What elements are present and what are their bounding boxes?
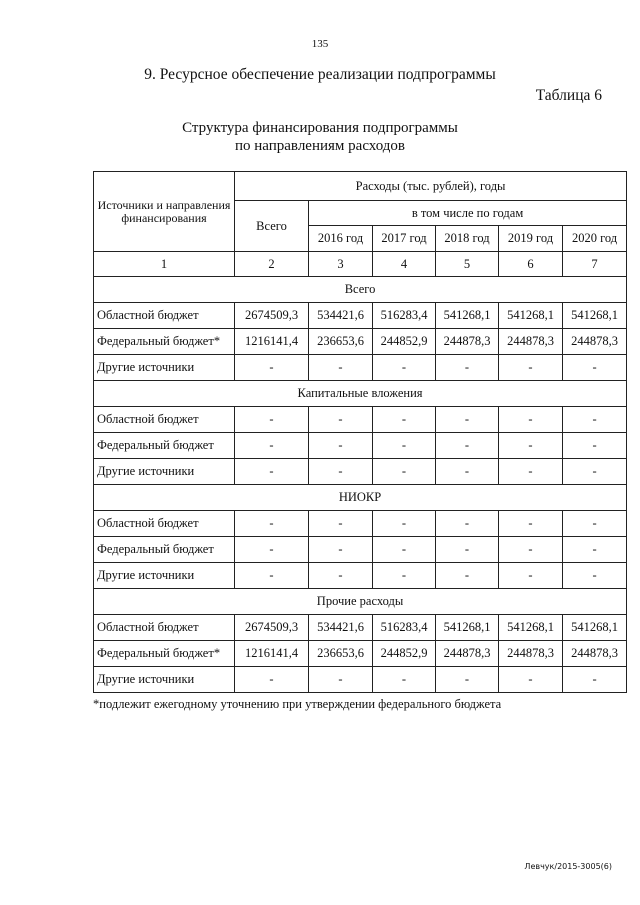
table-row [94, 303, 627, 329]
row-label: Федеральный бюджет* [94, 641, 235, 667]
header-year: 2018 год [436, 226, 499, 252]
cell-value: - [563, 511, 627, 537]
table-body [94, 277, 627, 693]
cell-value: - [499, 459, 563, 485]
header-year: 2016 год [309, 226, 373, 252]
row-label: Областной бюджет [94, 615, 235, 641]
section-title-row: НИОКР [94, 485, 627, 511]
cell-value: - [373, 511, 436, 537]
cell-value: - [499, 537, 563, 563]
table-row [94, 667, 627, 693]
cell-value: - [309, 355, 373, 381]
cell-value: - [235, 667, 309, 693]
cell-value: - [499, 563, 563, 589]
cell-value: - [563, 355, 627, 381]
cell-value: 244878,3 [563, 329, 627, 355]
cell-value: 1216141,4 [235, 329, 309, 355]
cell-value: - [563, 537, 627, 563]
cell-value: 541268,1 [499, 303, 563, 329]
section-title-row: Капитальные вложения [94, 381, 627, 407]
section-title-row: Всего [94, 277, 627, 303]
document-code: Левчук/2015-3005(6) [524, 862, 612, 871]
cell-value: 534421,6 [309, 303, 373, 329]
row-label: Другие источники [94, 563, 235, 589]
cell-value: - [563, 563, 627, 589]
cell-value: - [373, 407, 436, 433]
cell-value: - [309, 511, 373, 537]
cell-value: - [235, 407, 309, 433]
cell-value: 541268,1 [436, 615, 499, 641]
header-by-years: в том числе по годам [309, 201, 627, 226]
cell-value: 541268,1 [436, 303, 499, 329]
cell-value: - [436, 511, 499, 537]
header-expenses: Расходы (тыс. рублей), годы [235, 172, 627, 201]
row-label: Другие источники [94, 667, 235, 693]
table-row [94, 355, 627, 381]
cell-value: - [436, 459, 499, 485]
cell-value: - [436, 407, 499, 433]
cell-value: 2674509,3 [235, 615, 309, 641]
table-label: Таблица 6 [535, 87, 602, 104]
cell-value: - [436, 667, 499, 693]
table-caption [0, 119, 640, 155]
cell-value: 244878,3 [436, 641, 499, 667]
cell-value: 244878,3 [499, 641, 563, 667]
table-row [94, 329, 627, 355]
row-label: Федеральный бюджет* [94, 329, 235, 355]
row-label: Другие источники [94, 355, 235, 381]
header-year: 2017 год [373, 226, 436, 252]
section-title-row: Прочие расходы [94, 589, 627, 615]
column-number: 6 [499, 252, 563, 277]
row-label: Областной бюджет [94, 407, 235, 433]
table-row [94, 459, 627, 485]
cell-value: - [499, 667, 563, 693]
cell-value: - [235, 459, 309, 485]
cell-value: - [235, 355, 309, 381]
cell-value: 244852,9 [373, 329, 436, 355]
financing-table [93, 171, 627, 693]
cell-value: - [373, 459, 436, 485]
table-row [94, 511, 627, 537]
caption-line-1: Структура финансирования подпрограммы [182, 120, 458, 136]
cell-value: - [309, 537, 373, 563]
column-number: 5 [436, 252, 499, 277]
cell-value: - [235, 537, 309, 563]
cell-value: 541268,1 [499, 615, 563, 641]
cell-value: - [563, 459, 627, 485]
table-row [94, 537, 627, 563]
cell-value: 534421,6 [309, 615, 373, 641]
row-label: Федеральный бюджет [94, 537, 235, 563]
cell-value: 244878,3 [436, 329, 499, 355]
table-row [94, 641, 627, 667]
cell-value: - [373, 563, 436, 589]
cell-value: - [235, 563, 309, 589]
table-row [94, 563, 627, 589]
column-number: 7 [563, 252, 627, 277]
cell-value: - [499, 355, 563, 381]
table-row [94, 407, 627, 433]
cell-value: 541268,1 [563, 303, 627, 329]
cell-value: - [499, 407, 563, 433]
cell-value: - [309, 667, 373, 693]
cell-value: - [235, 433, 309, 459]
cell-value: 244878,3 [563, 641, 627, 667]
column-number: 3 [309, 252, 373, 277]
header-total: Всего [235, 201, 309, 252]
column-number: 1 [94, 252, 235, 277]
cell-value: 1216141,4 [235, 641, 309, 667]
column-number: 2 [235, 252, 309, 277]
header-sources: Источники и направления финансирования [94, 172, 235, 252]
cell-value: - [563, 433, 627, 459]
row-label: Областной бюджет [94, 303, 235, 329]
cell-value: - [436, 355, 499, 381]
cell-value: - [235, 511, 309, 537]
header-year: 2019 год [499, 226, 563, 252]
caption-line-2: по направлениям расходов [234, 138, 405, 154]
footnote: *подлежит ежегодному уточнению при утверждении федерального бюджета [93, 697, 502, 711]
cell-value: 236653,6 [309, 329, 373, 355]
cell-value: 516283,4 [373, 303, 436, 329]
cell-value: 244878,3 [499, 329, 563, 355]
column-number: 4 [373, 252, 436, 277]
cell-value: - [499, 433, 563, 459]
row-label: Федеральный бюджет [94, 433, 235, 459]
cell-value: - [309, 563, 373, 589]
table-row [94, 433, 627, 459]
cell-value: - [436, 433, 499, 459]
cell-value: - [499, 511, 563, 537]
cell-value: - [436, 537, 499, 563]
page-number: 135 [311, 38, 329, 50]
cell-value: 2674509,3 [235, 303, 309, 329]
cell-value: 516283,4 [373, 615, 436, 641]
cell-value: - [309, 459, 373, 485]
cell-value: - [309, 407, 373, 433]
row-label: Областной бюджет [94, 511, 235, 537]
section-title: 9. Ресурсное обеспечение реализации подпрограммы [144, 66, 496, 83]
cell-value: 236653,6 [309, 641, 373, 667]
cell-value: - [563, 667, 627, 693]
table-row [94, 615, 627, 641]
cell-value: - [373, 537, 436, 563]
cell-value: - [563, 407, 627, 433]
cell-value: 541268,1 [563, 615, 627, 641]
cell-value: - [309, 433, 373, 459]
cell-value: - [373, 667, 436, 693]
header-year: 2020 год [563, 226, 627, 252]
cell-value: - [373, 355, 436, 381]
cell-value: 244852,9 [373, 641, 436, 667]
cell-value: - [373, 433, 436, 459]
cell-value: - [436, 563, 499, 589]
row-label: Другие источники [94, 459, 235, 485]
